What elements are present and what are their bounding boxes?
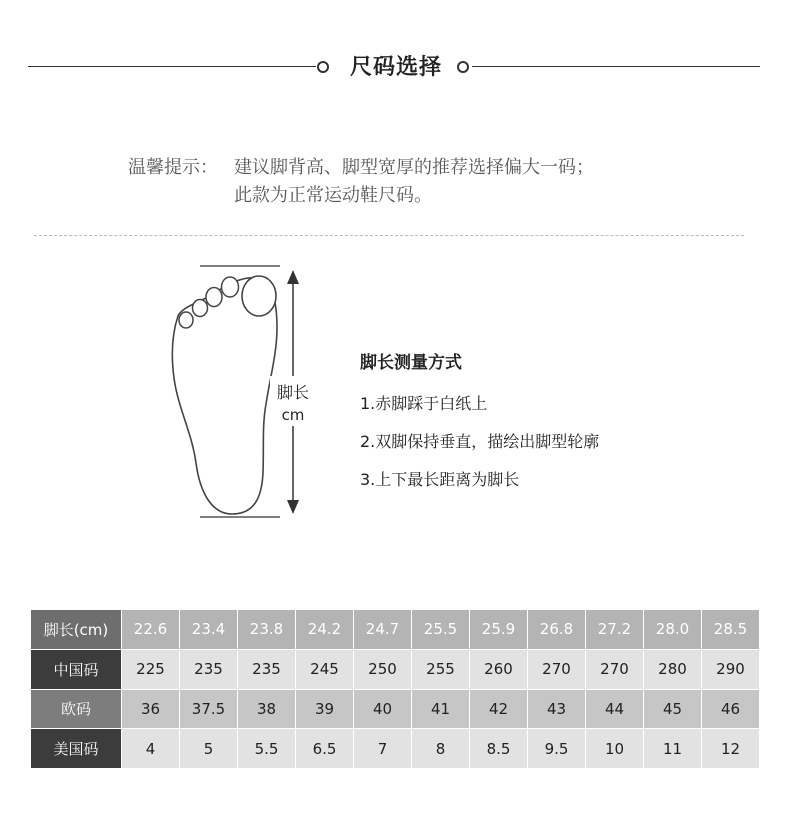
tip-line-2: 此款为正常运动鞋尺码。: [234, 185, 432, 206]
size-cell: 270: [586, 649, 644, 689]
size-row: [31, 649, 760, 689]
size-cell: 23.4: [180, 610, 238, 650]
section-divider: [34, 235, 744, 236]
size-cell: 25.9: [470, 610, 528, 650]
size-cell: 25.5: [412, 610, 470, 650]
size-cell: 5: [180, 729, 238, 769]
size-cell: 280: [644, 649, 702, 689]
size-cell: 7: [354, 729, 412, 769]
size-cell: 290: [702, 649, 760, 689]
size-cell: 225: [122, 649, 180, 689]
page-title: 尺码选择: [349, 55, 442, 80]
size-cell: 9.5: [528, 729, 586, 769]
size-cell: 27.2: [586, 610, 644, 650]
foot-length-label: 脚长: [276, 383, 310, 402]
method-step-1: 1.赤脚踩于白纸上: [360, 394, 488, 413]
size-cell: 28.5: [702, 610, 760, 650]
size-cell: 270: [528, 649, 586, 689]
row-header: 中国码: [31, 649, 122, 689]
method-title: 脚长测量方式: [360, 353, 462, 373]
size-cell: 42: [470, 689, 528, 729]
size-cell: 235: [238, 649, 296, 689]
toe-5-icon: [179, 312, 193, 328]
size-cell: 28.0: [644, 610, 702, 650]
size-cell: 4: [122, 729, 180, 769]
size-cell: 37.5: [180, 689, 238, 729]
size-table: [30, 609, 760, 769]
size-cell: 255: [412, 649, 470, 689]
size-cell: 22.6: [122, 610, 180, 650]
size-cell: 8.5: [470, 729, 528, 769]
title-divider-left: [28, 66, 316, 67]
size-cell: 26.8: [528, 610, 586, 650]
size-cell: 8: [412, 729, 470, 769]
size-cell: 23.8: [238, 610, 296, 650]
size-cell: 250: [354, 649, 412, 689]
size-row: [31, 729, 760, 769]
foot-diagram: [150, 258, 330, 528]
arrow-down-icon: [287, 500, 299, 514]
size-cell: 5.5: [238, 729, 296, 769]
size-cell: 10: [586, 729, 644, 769]
size-row: [31, 610, 760, 650]
row-header: 欧码: [31, 689, 122, 729]
size-cell: 260: [470, 649, 528, 689]
size-cell: 44: [586, 689, 644, 729]
size-row: [31, 689, 760, 729]
title-dot-right: [457, 61, 469, 73]
toe-3-icon: [206, 288, 222, 307]
foot-length-unit: cm: [281, 406, 305, 424]
tip-line-1: 建议脚背高、脚型宽厚的推荐选择偏大一码；: [234, 157, 594, 178]
size-cell: 12: [702, 729, 760, 769]
size-cell: 39: [296, 689, 354, 729]
size-cell: 36: [122, 689, 180, 729]
row-header: 脚长(cm): [31, 610, 122, 650]
toe-2-icon: [222, 277, 239, 297]
arrow-up-icon: [287, 270, 299, 284]
size-cell: 11: [644, 729, 702, 769]
title-divider-right: [472, 66, 760, 67]
size-cell: 43: [528, 689, 586, 729]
big-toe-icon: [242, 276, 276, 316]
size-cell: 6.5: [296, 729, 354, 769]
size-cell: 45: [644, 689, 702, 729]
title-dot-left: [317, 61, 329, 73]
size-cell: 245: [296, 649, 354, 689]
method-step-3: 3.上下最长距离为脚长: [360, 470, 520, 489]
size-cell: 235: [180, 649, 238, 689]
method-step-2: 2.双脚保持垂直，描绘出脚型轮廓: [360, 432, 600, 451]
size-cell: 38: [238, 689, 296, 729]
size-cell: 40: [354, 689, 412, 729]
title-bar: [0, 0, 790, 130]
size-cell: 24.7: [354, 610, 412, 650]
measure-method: [360, 348, 599, 505]
size-cell: 46: [702, 689, 760, 729]
size-cell: 41: [412, 689, 470, 729]
tip-label: 温馨提示：: [128, 157, 218, 178]
toe-4-icon: [193, 300, 208, 317]
row-header: 美国码: [31, 729, 122, 769]
size-cell: 24.2: [296, 610, 354, 650]
